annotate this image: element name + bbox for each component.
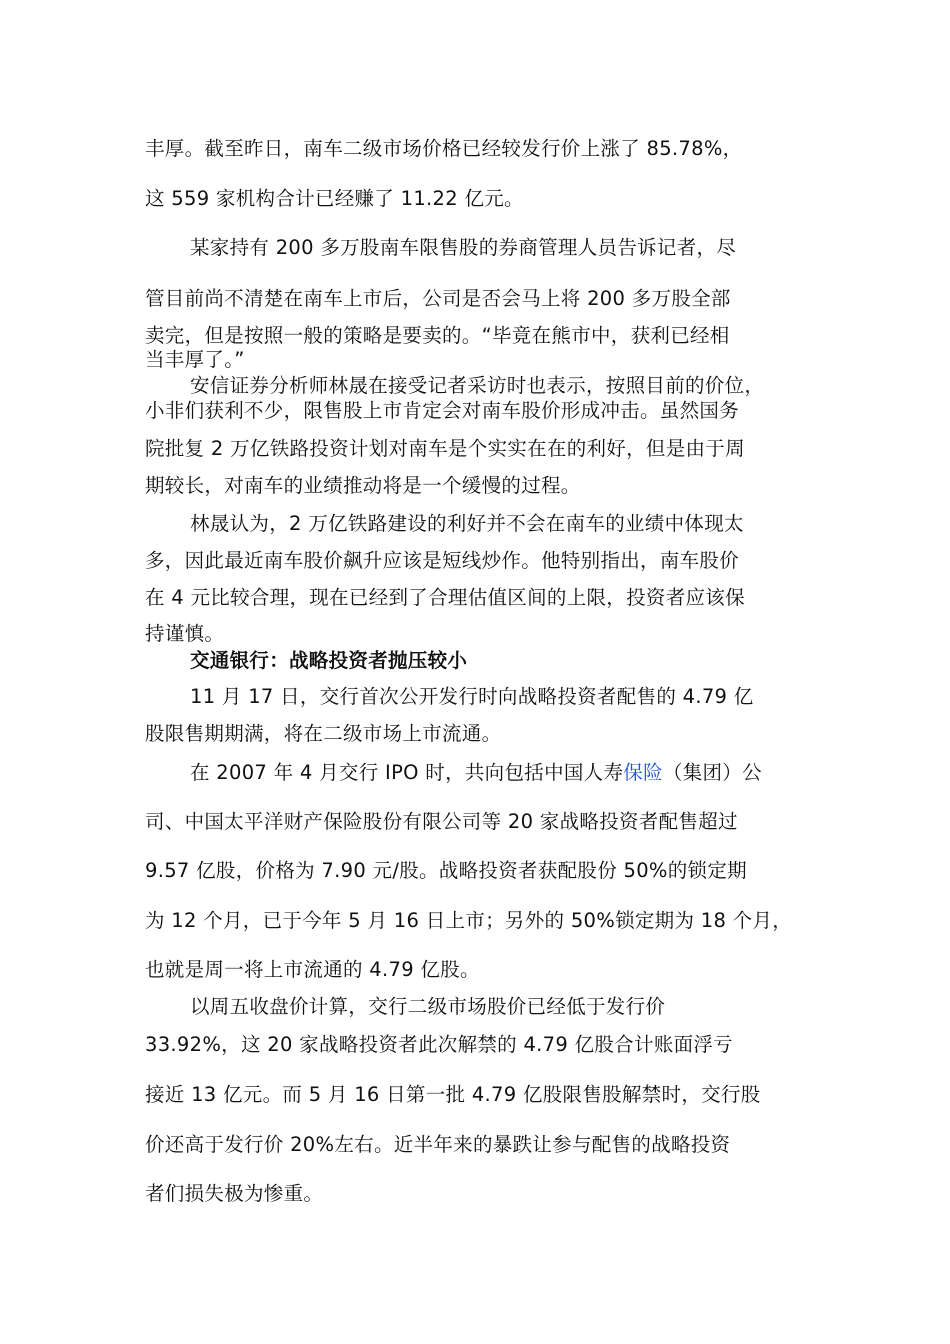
paragraph-line: 在 4 元比较合理，现在已经到了合理估值区间的上限，投资者应该保 [145,586,745,609]
paragraph-line: 卖完，但是按照一般的策略是要卖的。“毕竟在熊市中，获利已经相 [145,324,730,347]
paragraph-line: 当丰厚了。” [145,348,245,371]
line-text: 在 2007 年 4 月交行 IPO 时，共向包括中国人寿 [190,761,624,784]
paragraph-line: 价还高于发行价 20%左右。近半年来的暴跌让参与配售的战略投资 [145,1133,731,1156]
paragraph-line: 持谨慎。 [145,622,225,645]
paragraph-line: 小非们获利不少，限售股上市肯定会对南车股价形成冲击。虽然国务 [145,399,740,422]
paragraph-line: 林晟认为，2 万亿铁路建设的利好并不会在南车的业绩中体现太 [190,512,744,535]
paragraph-line: 股限售期期满，将在二级市场上市流通。 [145,722,502,745]
paragraph-line: 这 559 家机构合计已经赚了 11.22 亿元。 [145,187,524,210]
paragraph-line: 为 12 个月，已于今年 5 月 16 日上市；另外的 50%锁定期为 18 个月， [145,909,793,932]
paragraph-line: 某家持有 200 多万股南车限售股的券商管理人员告诉记者，尽 [190,236,737,259]
paragraph-line: 33.92%，这 20 家战略投资者此次解禁的 4.79 亿股合计账面浮亏 [145,1033,733,1056]
paragraph-line: 丰厚。截至昨日，南车二级市场价格已经较发行价上涨了 85.78%， [145,137,743,160]
paragraph-line: 以周五收盘价计算，交行二级市场股价已经低于发行价 [190,995,666,1018]
paragraph-line: 也就是周一将上市流通的 4.79 亿股。 [145,958,480,981]
paragraph-line: 者们损失极为惨重。 [145,1182,324,1205]
insurance-link[interactable]: 保险 [623,761,663,784]
line-text: （集团）公 [662,761,762,784]
paragraph-line: 管目前尚不清楚在南车上市后，公司是否会马上将 200 多万股全部 [145,287,731,310]
paragraph-line [190,760,762,786]
paragraph-line: 11 月 17 日，交行首次公开发行时向战略投资者配售的 4.79 亿 [190,685,754,708]
paragraph-line: 9.57 亿股，价格为 7.90 元/股。战略投资者获配股份 50%的锁定期 [145,859,747,882]
paragraph-line: 司、中国太平洋财产保险股份有限公司等 20 家战略投资者配售超过 [145,810,738,833]
paragraph-line: 院批复 2 万亿铁路投资计划对南车是个实实在在的利好，但是由于周 [145,437,745,460]
paragraph-line: 接近 13 亿元。而 5 月 16 日第一批 4.79 亿股限售股解禁时，交行股 [145,1083,761,1106]
section-heading: 交通银行：战略投资者抛压较小 [190,649,468,672]
paragraph-line: 多，因此最近南车股价飙升应该是短线炒作。他特别指出，南车股价 [145,549,740,572]
paragraph-line: 期较长，对南车的业绩推动将是一个缓慢的过程。 [145,474,581,497]
paragraph-line: 安信证券分析师林晟在接受记者采访时也表示，按照目前的价位， [190,374,765,397]
